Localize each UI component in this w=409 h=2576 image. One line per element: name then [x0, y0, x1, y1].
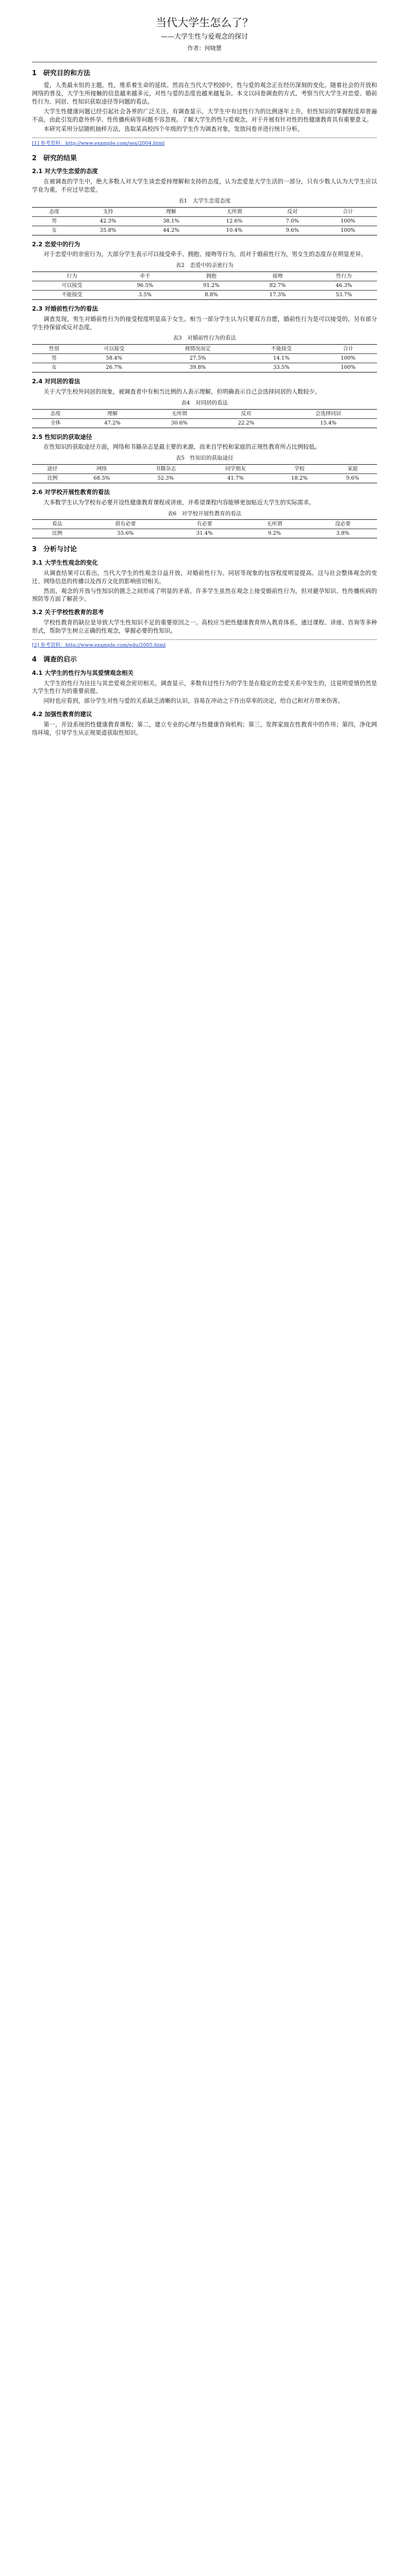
section-1	[32, 70, 377, 134]
table-header-cell: 态度	[32, 207, 76, 216]
table-header-cell: 不能接受	[243, 345, 319, 354]
paragraph: 大学生的性行为往往与其恋爱观念密切相关。调查显示，多数有过性行为的学生是在稳定的恋爱关系中发生的，这说明爱情仍然是大学生性行为的重要前提。	[32, 680, 377, 695]
table-header-cell: 学校	[270, 465, 328, 474]
table-header-cell: 无所谓	[146, 409, 213, 418]
table-cell: 30.6%	[146, 418, 213, 428]
table-cell: 91.2%	[178, 281, 244, 291]
section-heading: 4 调查的启示	[32, 656, 77, 664]
table-header-cell: 性别	[32, 345, 76, 354]
table-cell: 9.6%	[266, 226, 319, 235]
table-header-cell: 网络	[73, 465, 130, 474]
data-table	[32, 519, 377, 538]
paragraph: 本研究采用分层随机抽样方法，选取某高校四个年级的学生作为调查对象，发放问卷并进行统计分析。	[43, 126, 303, 133]
paragraph: 关于大学生校外同居的现象，被调查者中有相当比例的人表示理解，但明确表示自己会选择同居的人数较少。	[43, 388, 321, 396]
table-header-cell: 可以接受	[76, 345, 152, 354]
table-cell: 27.5%	[152, 354, 244, 363]
table-row	[32, 354, 377, 363]
paragraph: 爱，人类最永恒的主题。性，维系着生命的延续。然而在当代大学校园中，性与爱的观念正在经历深刻的变化。随着社会的开放和网络的普及，大学生所接触的信息越来越多元，对性与爱的态度也越来越复杂。本文以问卷调查的方式，考察当代大学生对恋爱、婚前性行为、同居、性知识获取途径等问题的看法。	[32, 82, 377, 105]
table-row	[32, 474, 377, 483]
table-row	[32, 418, 377, 428]
table-header-row	[32, 409, 377, 418]
table-row	[32, 216, 377, 226]
table-row	[32, 363, 377, 372]
table-header-cell: 牵手	[112, 272, 178, 281]
table-header-cell: 反对	[266, 207, 319, 216]
table-cell: 82.7%	[244, 281, 310, 291]
table-header-cell: 支持	[76, 207, 139, 216]
table-cell: 53.7%	[310, 291, 377, 300]
table-cell: 7.0%	[266, 216, 319, 226]
table-caption: 表6 对学校开展性教育的看法	[167, 510, 242, 517]
section-heading: 3 分析与讨论	[32, 546, 77, 554]
section-4	[32, 656, 377, 737]
section-heading: 1 研究目的和方法	[32, 69, 91, 77]
data-table	[32, 344, 377, 372]
table-caption: 表5 性知识的获取途径	[175, 455, 234, 462]
paragraph: 然而，观念的开放与性知识的匮乏之间形成了明显的矛盾。许多学生虽然在观念上接受婚前性行为，但对避孕知识、性传播疾病的预防等方面了解甚少。	[32, 587, 377, 603]
table-cell: 42.3%	[76, 216, 139, 226]
paragraph: 同时也应看到，部分学生对性与爱的关系缺乏清晰的认识，容易在冲动之下作出草率的决定，给自己和对方带来伤害。	[43, 698, 344, 705]
table-cell: 比例	[32, 474, 73, 483]
table-row	[32, 281, 377, 291]
table-header-row	[32, 465, 377, 474]
table-header-cell: 合计	[319, 345, 377, 354]
subsection-heading: 4.1 大学生的性行为与其爱情观念相关	[32, 669, 134, 676]
table-cell: 41.7%	[201, 474, 271, 483]
table-cell: 18.2%	[270, 474, 328, 483]
subsection-heading: 2.5 性知识的获取途径	[32, 433, 92, 440]
subsection-heading: 2.4 对同居的看法	[32, 378, 80, 385]
table-header-cell: 书籍杂志	[130, 465, 201, 474]
table-header-cell: 拥抱	[178, 272, 244, 281]
table-cell: 31.4%	[169, 529, 240, 538]
table-cell: 女	[32, 226, 76, 235]
table-cell: 可以接受	[32, 281, 112, 291]
subsection-heading: 2.6 对学校开展性教育的看法	[32, 488, 110, 496]
table-header-cell: 行为	[32, 272, 112, 281]
subsection-heading: 3.1 大学生性观念的变化	[32, 559, 98, 567]
table-header-cell: 看法	[32, 520, 83, 529]
table-cell: 52.3%	[130, 474, 201, 483]
subsection-heading: 2.2 恋爱中的行为	[32, 240, 80, 248]
footnote	[32, 140, 377, 147]
footnote-link[interactable]: [1] 参考资料：http://www.example.com/sex/2004.html	[32, 141, 165, 147]
table-cell: 39.8%	[152, 363, 244, 372]
table-cell: 3.5%	[112, 291, 178, 300]
paragraph: 学校性教育的缺位是导致大学生性知识不足的重要原因之一。高校应当把性健康教育纳入教育体系，通过课程、讲座、咨询等多种形式，帮助学生树立正确的性观念，掌握必要的性知识。	[32, 619, 377, 634]
paragraph: 在被调查的学生中，绝大多数人对大学生谈恋爱持理解和支持的态度，认为恋爱是大学生活的一部分，只有少数人认为大学生应以学业为重，不应过早恋爱。	[32, 178, 377, 194]
table-cell: 100%	[319, 226, 377, 235]
footnote-block	[32, 639, 377, 649]
table-row	[32, 291, 377, 300]
table-header-cell: 合计	[319, 207, 377, 216]
subsection-heading: 2.1 对大学生恋爱的态度	[32, 167, 98, 175]
table-cell: 男	[32, 216, 76, 226]
table-row	[32, 529, 377, 538]
table-header-cell: 无所谓	[203, 207, 266, 216]
table-header-cell: 有必要	[169, 520, 240, 529]
table-header-row	[32, 207, 377, 216]
author-line: 作者：何晓慧	[187, 44, 222, 52]
table-cell: 12.6%	[203, 216, 266, 226]
paragraph: 大学生性健康问题已经引起社会各界的广泛关注。有调查显示，大学生中有过性行为的比例逐年上升，但性知识的掌握程度却普遍不高，由此引发的意外怀孕、性传播疾病等问题不容忽视。了解大学生的性与爱观念，对于开展有针对性的性健康教育具有重要意义。	[32, 108, 377, 123]
table-header-cell: 视情况而定	[152, 345, 244, 354]
data-table	[32, 409, 377, 428]
document-title: 当代大学生怎么了？	[156, 16, 253, 29]
table-cell: 17.3%	[244, 291, 310, 300]
table-header-cell: 途径	[32, 465, 73, 474]
table-header-cell: 态度	[32, 409, 79, 418]
table-header-cell: 家庭	[329, 465, 377, 474]
table-cell: 96.5%	[112, 281, 178, 291]
table-cell: 47.2%	[79, 418, 146, 428]
table-header-row	[32, 520, 377, 529]
section-3	[32, 546, 377, 635]
table-cell: 44.2%	[140, 226, 203, 235]
subsection-heading: 4.2 加强性教育的建议	[32, 710, 92, 718]
table-cell: 33.5%	[243, 363, 319, 372]
table-cell: 26.7%	[76, 363, 152, 372]
data-table	[32, 207, 377, 235]
table-cell: 15.4%	[280, 418, 377, 428]
document-subtitle: ——大学生性与爱观念的探讨	[160, 33, 248, 41]
table-cell: 58.4%	[76, 354, 152, 363]
table-header-cell: 没必要	[308, 520, 377, 529]
table-header-cell: 很有必要	[83, 520, 169, 529]
paragraph: 对于恋爱中的亲密行为，大部分学生表示可以接受牵手、拥抱、接吻等行为，而对于婚前性行为，男女生的态度存在明显差异。	[43, 251, 367, 258]
paragraph: 调查发现，男生对婚前性行为的接受程度明显高于女生。相当一部分学生认为只要双方自愿，婚前性行为是可以接受的，另有部分学生持保留或反对态度。	[32, 315, 377, 331]
data-table	[32, 464, 377, 483]
table-header-cell: 反对	[212, 409, 280, 418]
paragraph: 在性知识的获取途径方面，网络和书籍杂志是最主要的来源，而来自学校和家庭的正规性教育所占比例较低。	[43, 444, 321, 451]
table-header-cell: 会选择同居	[280, 409, 377, 418]
table-caption: 表3 对婚前性行为的看法	[173, 335, 236, 342]
table-cell: 3.8%	[308, 529, 377, 538]
section-2	[32, 155, 377, 539]
table-cell: 全体	[32, 418, 79, 428]
table-cell: 35.8%	[76, 226, 139, 235]
table-header-cell: 理解	[79, 409, 146, 418]
table-header-cell: 理解	[140, 207, 203, 216]
table-header-row	[32, 272, 377, 281]
table-cell: 100%	[319, 354, 377, 363]
table-cell: 38.1%	[140, 216, 203, 226]
table-cell: 9.6%	[329, 474, 377, 483]
footnote	[32, 642, 377, 649]
table-caption: 表2 恋爱中的亲密行为	[175, 262, 234, 269]
table-cell: 男	[32, 354, 76, 363]
table-cell: 100%	[319, 216, 377, 226]
table-cell: 68.5%	[73, 474, 130, 483]
table-header-row	[32, 345, 377, 354]
table-header-cell: 性行为	[310, 272, 377, 281]
table-cell: 比例	[32, 529, 83, 538]
table-cell: 46.3%	[310, 281, 377, 291]
data-table	[32, 272, 377, 300]
table-caption: 表4 对同居的看法	[181, 399, 228, 406]
table-row	[32, 226, 377, 235]
table-cell: 55.6%	[83, 529, 169, 538]
table-cell: 女	[32, 363, 76, 372]
table-cell: 不能接受	[32, 291, 112, 300]
table-cell: 14.1%	[243, 354, 319, 363]
footnote-block	[32, 138, 377, 147]
paragraph: 从调查结果可以看出，当代大学生的性观念日益开放，对婚前性行为、同居等现象的包容程度明显提高。这与社会整体观念的变迁、网络信息的传播以及西方文化的影响密切相关。	[32, 570, 377, 585]
section-heading: 2 研究的结果	[32, 154, 77, 162]
paragraph: 第一，开设系统的性健康教育课程；第二，建立专业的心理与性健康咨询机构；第三，发挥家庭在性教育中的作用；第四，净化网络环境，引导学生从正规渠道获取性知识。	[32, 721, 377, 736]
paragraph: 大多数学生认为学校有必要开设性健康教育课程或讲座，并希望课程内容能够更加贴近大学生的实际需求。	[43, 499, 315, 506]
subsection-heading: 3.2 关于学校性教育的思考	[32, 608, 104, 616]
table-caption: 表1 大学生恋爱态度	[178, 197, 231, 204]
table-cell: 8.8%	[178, 291, 244, 300]
subsection-heading: 2.3 对婚前性行为的看法	[32, 305, 98, 313]
table-cell: 100%	[319, 363, 377, 372]
table-cell: 10.4%	[203, 226, 266, 235]
table-header-cell: 同学朋友	[201, 465, 271, 474]
table-cell: 9.2%	[240, 529, 309, 538]
table-header-cell: 无所谓	[240, 520, 309, 529]
table-header-cell: 接吻	[244, 272, 310, 281]
footnote-link[interactable]: [2] 参考资料：http://www.example.com/edu/2005.html	[32, 642, 166, 648]
table-cell: 22.2%	[212, 418, 280, 428]
